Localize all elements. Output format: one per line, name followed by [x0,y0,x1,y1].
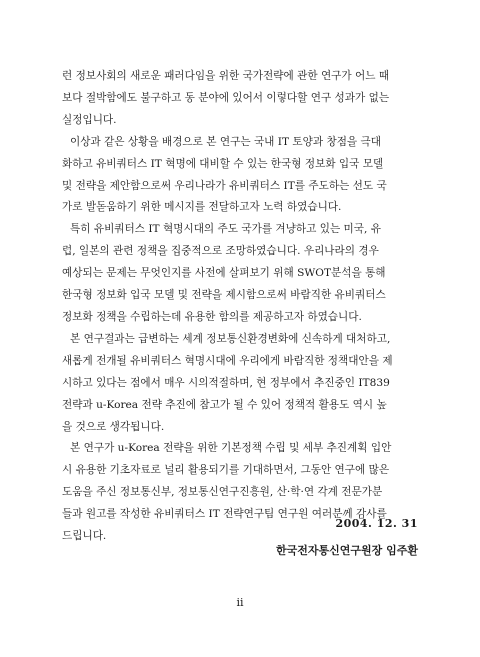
signature-date: 2004. 12. 31 [335,517,418,530]
body-text [62,66,420,548]
page-number: ii [236,596,244,609]
text-line: 시 유용한 기초자료로 널리 활용되기를 기대하면서, 그동안 연구에 많은 [62,464,390,477]
text-line: 새롭게 전개될 유비쿼터스 혁명시대에 우리에게 바람직한 정책대안을 제 [62,354,393,367]
paragraph [62,438,420,548]
text-line: 도움을 주신 정보통신부, 정보통신연구진흥원, 산·학·연 각계 전문가분 [62,486,383,499]
text-line: 한국형 정보화 입국 모델 및 전략을 제시함으로써 바람직한 유비쿼터스 [62,289,386,302]
text-line: 을 것으로 생각됩니다. [62,420,165,433]
text-line: 이상과 같은 상황을 배경으로 본 연구는 국내 IT 토양과 창점을 극대 [70,135,381,148]
text-line: 들과 원고를 작성한 유비쿼터스 IT 전략연구팀 연구원 여러분께 감사를 [62,508,387,521]
text-line: 런 정보사회의 새로운 패러다임을 위한 국가전략에 관한 연구가 어느 때 [62,70,390,82]
text-line: 보다 절박함에도 불구하고 동 분야에 있어서 이렇다할 연구 성과가 없는 [62,91,390,104]
text-line: 본 연구결과는 급변하는 세계 정보통신환경변화에 신속하게 대처하고, [70,332,391,345]
paragraph [62,219,420,329]
text-line: 및 전략을 제안함으로써 우리나라가 유비쿼터스 IT를 주도하는 선도 국 [62,179,387,192]
text-line: 화하고 유비쿼터스 IT 혁명에 대비할 수 있는 한국형 정보화 입국 모델 [62,157,384,170]
text-line: 시하고 있다는 점에서 매우 시의적절하며, 현 정부에서 추진중인 IT839 [62,376,390,389]
text-line: 드립니다. [62,530,107,543]
text-line: 전략과 u-Korea 전략 추진에 참고가 될 수 있어 정책적 활용도 역시 높 [62,398,387,411]
text-line: 가로 발돋움하기 위한 메시지를 전달하고자 노력 하였습니다. [62,201,342,214]
paragraph [62,329,420,439]
paragraph [62,132,420,220]
text-line: 정보화 정책을 수립하는데 유용한 함의를 제공하고자 하였습니다. [62,310,362,323]
text-line: 럽, 일본의 관련 정책을 집중적으로 조망하였습니다. 우리나라의 경우 [62,245,379,258]
text-line: 본 연구가 u-Korea 전략을 위한 기본정책 수립 및 세부 추진계획 입안 [70,442,392,455]
paragraph [62,66,420,132]
text-line: 특히 유비쿼터스 IT 혁명시대의 주도 국가를 겨냥하고 있는 미국, 유 [70,223,381,236]
text-line: 예상되는 문제는 무엇인지를 사전에 살펴보기 위해 SWOT분석을 통해 [62,267,386,280]
text-line: 실정입니다. [62,113,117,126]
signature-name: 한국전자통신연구원장 임주환 [276,544,418,557]
